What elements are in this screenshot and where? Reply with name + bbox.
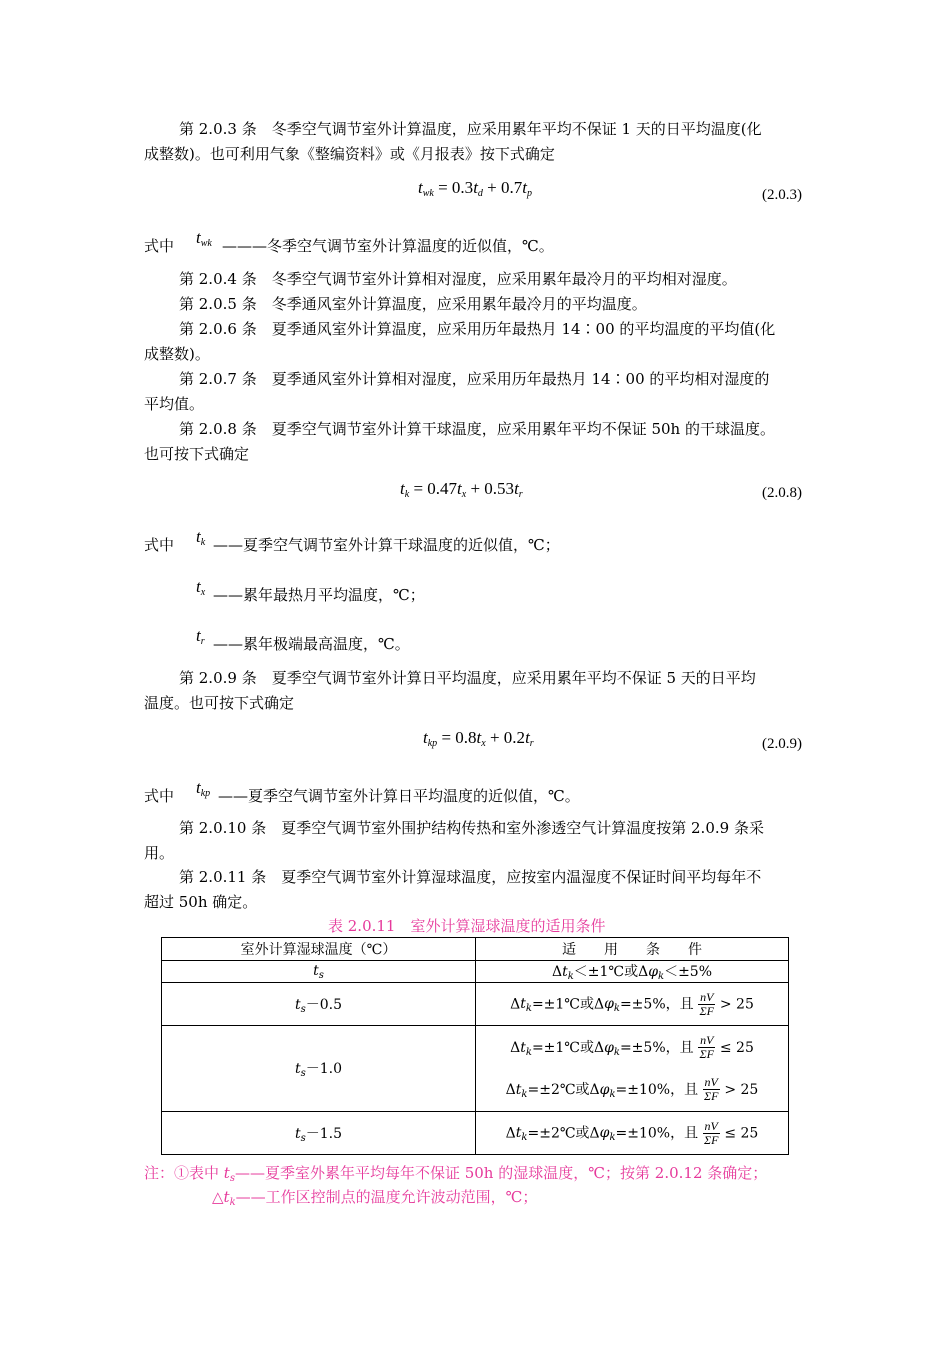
fraction-nv-sf: $\frac{nV}{\Sigma F}$ (699, 1033, 714, 1061)
definition-tr: ——累年极端最高温度，℃。 (213, 635, 410, 653)
fraction-nv-sf: $\frac{nV}{\Sigma F}$ (703, 1118, 719, 1147)
equation-2-0-9: $t_{kp} = 0.8t_x + 0.2t_r$ (423, 728, 534, 749)
cell-condition-1: $\Delta t_k<\pm 1℃$或$\Delta\varphi_k<\pm 5\%$ (476, 961, 789, 983)
equation-number-2-0-9: (2.0.9) (762, 736, 802, 752)
para-2-0-8-line2: 也可按下式确定 (144, 445, 250, 463)
para-2-0-6-line1: 第 2.0.6 条 夏季通风室外计算温度，应采用历年最热月 14∶00 的平均温度的平均值(化 (179, 320, 776, 338)
table-note-line2: $\triangle t_k——$工作区控制点的温度允许波动范围，℃； (212, 1188, 538, 1208)
para-2-0-10-line1: 第 2.0.10 条 夏季空气调节室外围护结构传热和室外渗透空气计算温度按第 2.0.9 条采 (179, 819, 764, 837)
equation-number-2-0-8: (2.0.8) (762, 485, 802, 501)
symbol-twk: $t_{wk}$ (196, 228, 212, 249)
fraction-nv-sf: $\frac{nV}{\Sigma F}$ (703, 1075, 719, 1103)
table-row (162, 983, 789, 1026)
table-row (162, 961, 789, 983)
definition-tk: ——夏季空气调节室外计算干球温度的近似值，℃； (213, 536, 560, 554)
para-2-0-5: 第 2.0.5 条 冬季通风室外计算温度，应采用累年最冷月的平均温度。 (179, 295, 647, 313)
para-2-0-7-line1: 第 2.0.7 条 夏季通风室外计算相对湿度，应采用历年最热月 14∶00 的平均相对湿度的 (179, 370, 770, 388)
para-2-0-3-line1: 第 2.0.3 条 冬季空气调节室外计算温度，应采用累年平均不保证 1 天的日平均温度(化 (179, 120, 762, 138)
fraction-nv-sf: $\frac{nV}{\Sigma F}$ (699, 989, 714, 1018)
table-note-line1: 注：①表中 $t_s——$夏季室外累年平均每年不保证 50h 的湿球温度，℃；按第 2.0.12 条确定； (144, 1164, 768, 1184)
equation-number-2-0-3: (2.0.3) (762, 187, 802, 203)
header-wet-bulb: 室外计算湿球温度（℃） (162, 938, 476, 961)
para-2-0-3-line2: 成整数)。也可利用气象《整编资料》或《月报表》按下式确定 (144, 145, 555, 163)
symbol-tkp: $t_{kp}$ (196, 778, 211, 799)
para-2-0-9-line2: 温度。也可按下式确定 (144, 694, 295, 712)
equation-2-0-3: $t_{wk} = 0.3t_d + 0.7t_p$ (418, 178, 532, 199)
symbol-tr: $t_r$ (196, 626, 205, 647)
para-2-0-6-line2: 成整数)。 (144, 345, 210, 363)
table-caption: 表 2.0.11 室外计算湿球温度的适用条件 (328, 917, 606, 935)
cell-condition-4: $\Delta t_k=\pm 2℃$或$\Delta\varphi_k=\pm 10\%$，且 $\frac{nV}{\Sigma F}$ ≤ 25 (476, 1112, 789, 1155)
where-label: 式中 (144, 237, 175, 255)
cell-ts-1-0: $t_s-1.0$ (162, 1026, 476, 1112)
cell-ts-0-5: $t_s-0.5$ (162, 983, 476, 1026)
definition-twk: ———冬季空气调节室外计算温度的近似值，℃。 (222, 237, 554, 255)
wet-bulb-table (161, 937, 789, 1155)
para-2-0-8-line1: 第 2.0.8 条 夏季空气调节室外计算干球温度，应采用累年平均不保证 50h 的干球温度。 (179, 420, 775, 438)
cell-ts: $t_s$ (162, 961, 476, 983)
cell-ts-1-5: $t_s-1.5$ (162, 1112, 476, 1155)
header-conditions: 适 用 条 件 (476, 938, 789, 961)
para-2-0-10-line2: 用。 (144, 844, 175, 862)
para-2-0-7-line2: 平均值。 (144, 395, 205, 413)
table-row (162, 1112, 789, 1155)
where-label: 式中 (144, 536, 175, 554)
symbol-tk: $t_k$ (196, 527, 206, 548)
para-2-0-9-line1: 第 2.0.9 条 夏季空气调节室外计算日平均温度，应采用累年平均不保证 5 天的日平均 (179, 669, 756, 687)
equation-2-0-8: $t_k = 0.47t_x + 0.53t_r$ (400, 479, 523, 500)
table-row (162, 1026, 789, 1112)
symbol-tx: $t_x$ (196, 577, 206, 598)
definition-tkp: ——夏季空气调节室外计算日平均温度的近似值，℃。 (218, 787, 580, 805)
definition-tx: ——累年最热月平均温度，℃； (213, 586, 425, 604)
para-2-0-4: 第 2.0.4 条 冬季空气调节室外计算相对湿度，应采用累年最冷月的平均相对湿度。 (179, 270, 737, 288)
cell-condition-2: $\Delta t_k=\pm 1℃$或$\Delta\varphi_k=\pm 5\%$，且 $\frac{nV}{\Sigma F}$ > 25 (476, 983, 789, 1026)
where-label: 式中 (144, 787, 175, 805)
cell-condition-3: $\Delta t_k=\pm 1℃$或$\Delta\varphi_k=\pm 5\%$，且 $\frac{nV}{\Sigma F}$ ≤ 25 $\Delta t_k=\pm 2℃$或$\Delta\varphi_k=\pm 10\%$，且 $\frac{nV}{\Sigma F}$ > 25 (476, 1026, 789, 1112)
para-2-0-11-line2: 超过 50h 确定。 (144, 893, 258, 911)
table-header-row (162, 938, 789, 961)
para-2-0-11-line1: 第 2.0.11 条 夏季空气调节室外计算湿球温度，应按室内温湿度不保证时间平均每年不 (179, 868, 762, 886)
